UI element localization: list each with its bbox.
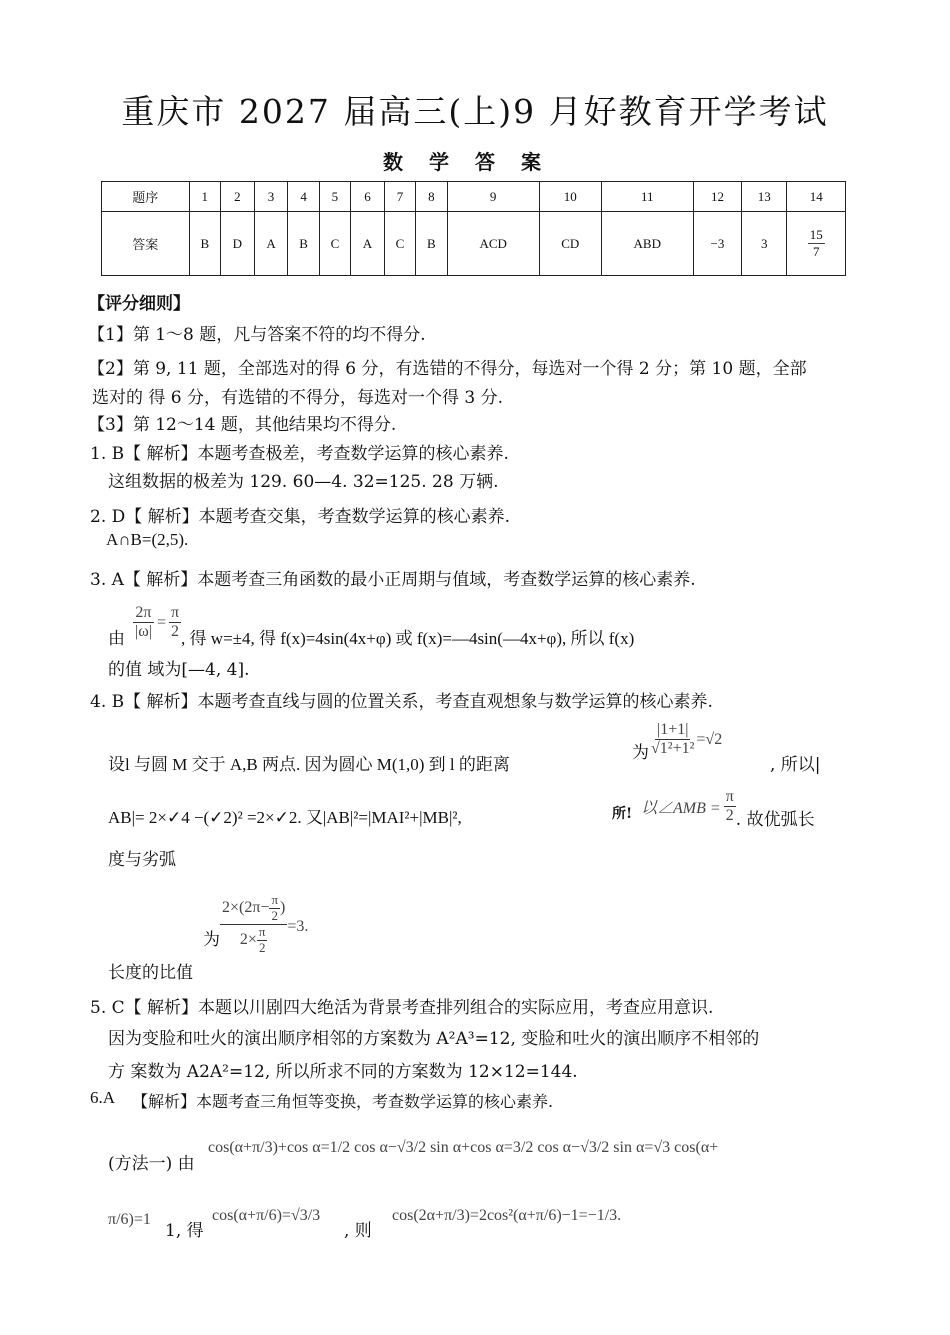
question-number: 4 <box>288 182 319 212</box>
q3-line2: 的值 域为[—4, 4]. <box>108 660 250 680</box>
ratio-numerator-pi-half <box>269 893 280 924</box>
rules-heading: 【评分细则】 <box>88 294 190 314</box>
q4-wei: 为 <box>632 743 649 763</box>
fraction-denominator: √1²+1² <box>651 740 695 757</box>
q6-line2-ze: , 则 <box>344 1221 372 1241</box>
document-subtitle: 数学答案 <box>383 150 567 174</box>
answer-cell: ACD <box>447 212 539 276</box>
q6-line2-lead: π/6)=1 <box>108 1211 151 1228</box>
q4-ratio-fraction <box>220 893 287 956</box>
answer-cell: C <box>319 212 350 276</box>
rule-item: 【1】第 1～8 题，凡与答案不符的均不得分. <box>88 325 426 345</box>
q4-angle-fraction <box>724 788 736 826</box>
question-number: 8 <box>416 182 447 212</box>
fraction <box>808 227 825 260</box>
q3-line1 <box>108 596 634 649</box>
answer-cell: C <box>384 212 415 276</box>
fraction-numerator: π <box>169 604 181 623</box>
q4-line3: 度与劣弧 <box>108 850 176 870</box>
fraction-denominator: 7 <box>812 244 820 259</box>
answer-cell: 3 <box>742 212 787 276</box>
answer-cell: B <box>288 212 319 276</box>
document-title: 重庆市 2027 届高三(上)9 月好教育开学考试 <box>121 92 829 131</box>
q2-body: A∩B=(2,5). <box>106 530 189 549</box>
q1-head: 1. B【 解析】本题考查极差，考查数学运算的核心素养. <box>90 444 509 464</box>
fraction-denominator: 2 <box>171 623 179 640</box>
answer-cell-fraction <box>787 212 846 276</box>
q4-line4: 长度的比值 <box>108 963 193 983</box>
fraction-denominator: 2 <box>258 939 266 955</box>
answer-cell: B <box>189 212 220 276</box>
q4-ratio-eq: =3. <box>287 918 309 936</box>
fraction-numerator: π <box>271 892 279 907</box>
ratio-denominator-text: 2× <box>239 931 257 949</box>
fraction-numerator <box>220 893 287 925</box>
fraction-numerator: 15 <box>809 227 823 242</box>
answer-table <box>101 181 846 276</box>
question-number: 1 <box>189 182 220 212</box>
row-label: 题序 <box>102 182 190 212</box>
q4-suo: 所! <box>612 806 633 822</box>
q4-line1-end: , 所以| <box>770 755 821 775</box>
answer-cell: D <box>220 212 254 276</box>
q4-line1: 设l 与圆 M 交于 A,B 两点. 因为圆心 M(1,0) 到 l 的距离 <box>108 755 510 774</box>
answer-row <box>102 212 846 276</box>
answer-cell: A <box>254 212 288 276</box>
question-number: 14 <box>787 182 846 212</box>
question-number: 11 <box>601 182 693 212</box>
fraction-denominator: 2 <box>271 907 278 923</box>
rule-item: 选对的 得 6 分，有选错的不得分，每选对一个得 3 分. <box>92 388 504 408</box>
q4-angle <box>641 783 815 830</box>
question-number: 3 <box>254 182 288 212</box>
ratio-numerator-close: ) <box>280 899 286 917</box>
fraction-numerator: 2π <box>133 604 153 623</box>
q6-head: 【解析】本题考查三角恒等变换，考查数学运算的核心素养. <box>132 1092 554 1111</box>
q4-ratio <box>203 893 308 956</box>
answer-cell: −3 <box>693 212 741 276</box>
row-label: 答案 <box>102 212 190 276</box>
question-number: 9 <box>447 182 539 212</box>
q6-equation-1: cos(α+π/3)+cos α=1/2 cos α−√3/2 sin α+cos α=3/2 cos α−√3/2 sin α=√3 cos(α+ <box>208 1139 719 1156</box>
q4-eq-value: =√2 <box>696 730 723 748</box>
equals-sign: = <box>156 613 166 631</box>
q3-fraction-period <box>133 604 154 642</box>
fraction-denominator: |ω| <box>135 623 152 640</box>
q5-line1: 因为变脸和吐火的演出顺序相邻的方案数为 A²A³=12, 变脸和吐火的演出顺序不相邻的 <box>108 1029 760 1049</box>
q4-distance-formula <box>632 716 722 763</box>
answer-cell: A <box>351 212 385 276</box>
q5-head: 5. C【 解析】本题以川剧四大绝活为背景考查排列组合的实际应用，考查应用意识. <box>90 998 714 1018</box>
fraction-numerator: π <box>724 788 736 807</box>
answer-cell: B <box>416 212 447 276</box>
question-number: 10 <box>539 182 601 212</box>
question-number: 6 <box>351 182 385 212</box>
q4-fraction <box>649 721 696 759</box>
question-number: 7 <box>384 182 415 212</box>
fraction-denominator: 2 <box>725 807 734 824</box>
fraction-denominator <box>238 925 270 956</box>
rule-item: 【2】第 9, 11 题，全部选对的得 6 分，有选错的不得分，每选对一个得 2 分；第 10 题，全部 <box>88 359 807 379</box>
q3-prefix: 由 <box>108 629 125 649</box>
q3-head: 3. A【 解析】本题考查三角函数的最小正周期与值域，考查数学运算的核心素养. <box>90 570 696 590</box>
fraction-numerator: π <box>258 923 266 939</box>
q3-text: , 得 w=±4, 得 f(x)=4sin(4x+φ) 或 f(x)=—4sin(—4x+φ), 所以 f(x) <box>181 629 635 648</box>
q4-line2-end: . 故优弧长 <box>735 810 815 830</box>
q4-line2: AB|= 2×✓4 −(✓2)² =2×✓2. 又|AB|²=|MAI²+|MB|², <box>108 808 462 827</box>
ratio-denominator-pi-half <box>257 925 268 956</box>
q6-head-num: 6.A <box>90 1088 116 1107</box>
q4-head: 4. B【 解析】本题考查直线与圆的位置关系，考查直观想象与数学运算的核心素养. <box>90 692 713 712</box>
question-number: 2 <box>220 182 254 212</box>
q5-line2: 方 案数为 A2A²=12, 所以所求不同的方案数为 12×12=144. <box>108 1062 578 1082</box>
question-number: 12 <box>693 182 741 212</box>
answer-cell: CD <box>539 212 601 276</box>
question-number: 5 <box>319 182 350 212</box>
fraction-numerator: |1+1| <box>655 721 690 740</box>
q6-line2-mid: cos(α+π/6)=√3/3 <box>212 1207 321 1224</box>
q6-line2-end: cos(2α+π/3)=2cos²(α+π/6)−1=−1/3. <box>392 1207 622 1224</box>
q3-fraction-half-pi <box>169 604 181 642</box>
q1-body: 这组数据的极差为 129. 60—4. 32=125. 28 万辆. <box>108 472 499 492</box>
answer-cell: ABD <box>601 212 693 276</box>
q6-method: (方法一) 由 <box>108 1154 195 1174</box>
question-number-row <box>102 182 846 212</box>
question-number: 13 <box>742 182 787 212</box>
rule-item: 【3】第 12～14 题，其他结果均不得分. <box>88 415 397 435</box>
q4-ratio-prefix: 为 <box>203 929 220 950</box>
q4-angle-text: 以∠AMB = <box>641 800 721 817</box>
q6-line2-de: 1, 得 <box>165 1221 204 1241</box>
q2-head: 2. D【 解析】本题考查交集，考查数学运算的核心素养. <box>90 507 511 527</box>
ratio-numerator-text: 2×(2π− <box>222 899 270 917</box>
